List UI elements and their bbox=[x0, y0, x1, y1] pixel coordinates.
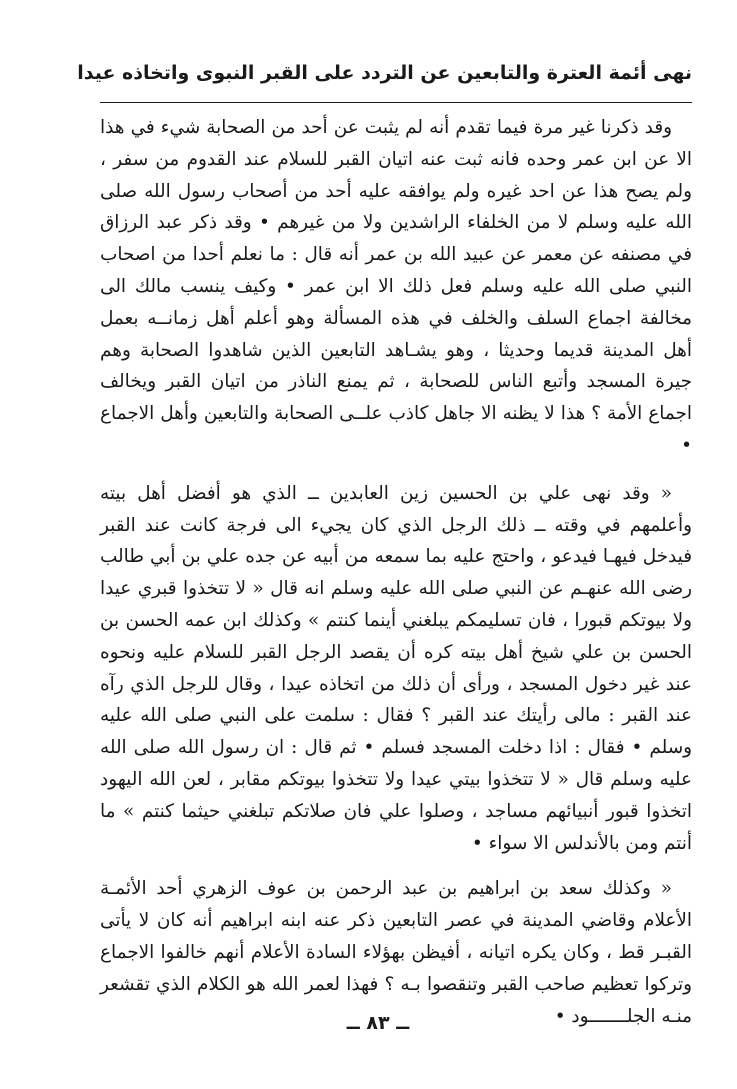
page-number: ــ ٨٣ ــ bbox=[346, 1012, 410, 1034]
paragraph: وقد ذكرنا غير مرة فيما تقدم أنه لم يثبت عن أحد من الصحابة شيء في هذا الا عن ابن عمر وحده فانه ثبت عنه اتيان القبر للسلام عند القدوم من سفر ، ولم يصح هذا عن احد غيره ولم يوافقه عليه أحد من أصحاب رسول الله صلى الله عليه وسلم لا من الخلفاء الراشدين ولا من غيرهم • وقد ذكر عبد الرزاق في مصنفه عن معمر عن عبيد الله بن عمر أنه قال : ما نعلم أحدا من اصحاب النبي صلى الله عليه وسلم فعل ذلك الا ابن عمر • وكيف ينسب مالك الى مخالفة اجماع السلف والخلف في هذه المسألة وهو أعلم أهل زمانــه بعمل أهل المدينة قديما وحديثا ، وهو يشـاهد التابعين الذين شاهدوا الصحابة وهم جيرة المسجد وأتبع الناس للصحابة ، ثم يمنع الناذر من اتيان القبر ويخالف اجماع الأمة ؟ هذا لا يظنه الا جاهل كاذب علــى الصحابة والتابعين وأهل الاجماع • bbox=[100, 117, 692, 456]
paragraph: « وقد نهى علي بن الحسين زين العابدين ــ الذي هو أفضل أهل بيته وأعلمهم في وقته ــ ذلك الرجل الذي كان يجيء الى فرجة كانت عند القبر فيدخل فيهـا فيدعو ، واحتج عليه بما سمعه من أبيه عن جده علي بن أبي طالب رضى الله عنهـم عن النبي صلى الله عليه وسلم انه قال « لا تتخذوا قبري عيدا ولا بيوتكم قبورا ، فان تسليمكم يبلغني أينما كنتم » وكذلك ابن عمه الحسن بن الحسن بن علي شيخ أهل بيته كره أن يقصد الرجل القبر للسلام عليه ونحوه عند غير دخول المسجد ، ورأى أن ذلك من اتخاذه عيدا ، وقال للرجل الذي رآه عند القبر : مالى رأيتك عند القبر ؟ فقال : سلمت على النبي صلى الله عليه وسلم • فقال : اذا دخلت المسجد فسلم • ثم قال : ان رسول الله صلى الله عليه وسلم قال « لا تتخذوا بيتي عيدا ولا تتخذوا بيوتكم مقابر ، لعن الله اليهود اتخذوا قبور أنبيائهم مساجد ، وصلوا علي فان صلاتكم تبلغني حيثما كنتم » ما أنتم ومن بالأندلس الا سواء • bbox=[100, 482, 692, 854]
header-divider bbox=[100, 102, 692, 103]
main-text bbox=[100, 112, 692, 1032]
running-title: نهى أئمة العترة والتابعين عن التردد على القبر النبوى واتخاذه عيدا bbox=[77, 62, 692, 84]
paragraph: « وكذلك سعد بن ابراهيم بن عبد الرحمن بن عوف الزهري أحد الأئمـة الأعلام وقاضي المدينة في عصر التابعين ذكر عنه ابنه ابراهيم أنه كان لا يأتى القبـر قط ، وكان يكره اتيانه ، أفيظن بهؤلاء السادة الأعلام أنهم خالفوا الاجماع وتركوا تعظيم صاحب القبر وتنقصوا بـه ؟ فهذا لعمر الله هو الكلام الذي تقشعر منـه الجلـــــــود • bbox=[100, 878, 692, 1027]
